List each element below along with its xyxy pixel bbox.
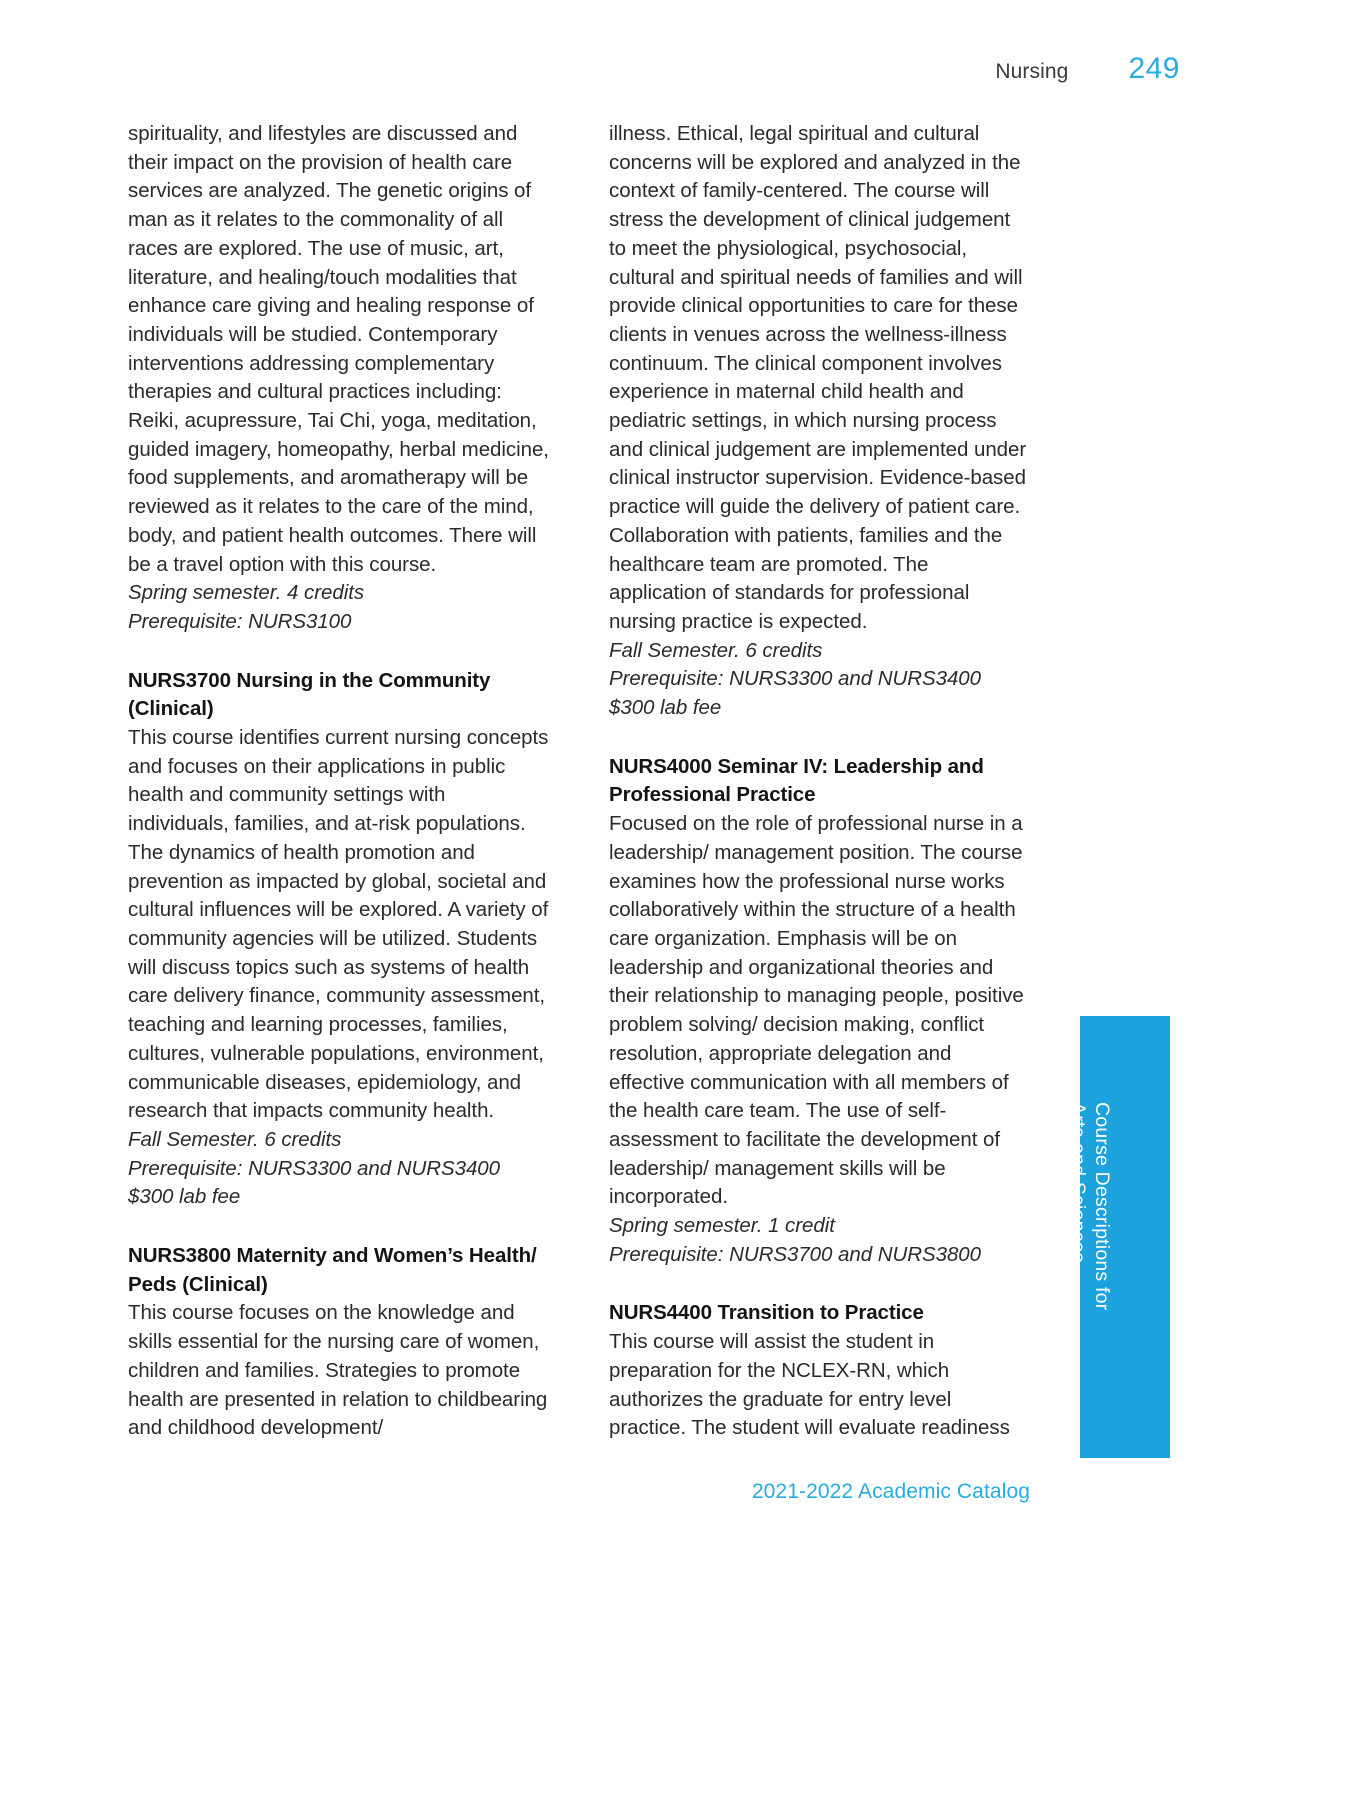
course-description: This course will assist the student in preparation for the NCLEX-RN, which authorizes the graduate for entry level practice. The student will evaluate readiness [609, 1330, 1010, 1440]
course-description: illness. Ethical, legal spiritual and cultural concerns will be explored and analyzed in the context of family-centered. The course will stress the development of clinical judgement to meet the physiological, psychosocial, cultural and spiritual needs of families and will provide clinical opportunities to care for these clients in venues across the wellness-illness continuum. The clinical component involves experience in maternal child health and pediatric settings, in which nursing process and clinical judgement are implemented under clinical instructor supervision. Evidence-based practice will guide the delivery of patient care. Collaboration with patients, families and the healthcare team are promoted. The application of standards for professional nursing practice is expected. [609, 122, 1027, 633]
course-meta-prerequisite: Prerequisite: NURS3700 and NURS3800 [609, 1242, 982, 1266]
course-description: spirituality, and lifestyles are discussed and their impact on the provision of health care services are analyzed. The genetic origins of man as it relates to the commonality of all races are explored. The use of music, art, literature, and healing/touch modalities that enhance care giving and healing response of individuals will be studied. Contemporary interventions addressing complementary therapies and cultural practices including: Reiki, acupressure, Tai Chi, yoga, meditation, guided imagery, homeopathy, herbal medicine, food supplements, and aromatherapy will be reviewed as it relates to the care of the mind, body, and patient health outcomes. There will be a travel option with this course. [128, 122, 549, 576]
course-meta-prerequisite: Prerequisite: NURS3100 [128, 609, 352, 633]
course-description: This course focuses on the knowledge and skills essential for the nursing care of women, children and families. Strategies to promote health are presented in relation to childbearing and childhood development/ [128, 1301, 548, 1440]
content-columns [128, 120, 1030, 1443]
right-column [609, 120, 1030, 1443]
course-title: NURS4400 Transition to Practice [609, 1301, 924, 1325]
course-meta-lab-fee: $300 lab fee [128, 1185, 241, 1209]
page-header [995, 52, 1180, 86]
course-meta-lab-fee: $300 lab fee [609, 696, 722, 720]
course-block-nurs3800 [128, 1242, 549, 1443]
side-tab-line-2: Arts and Sciences [1067, 1102, 1089, 1263]
left-column [128, 120, 549, 1443]
course-title: NURS4000 Seminar IV: Leadership and Professional Practice [609, 754, 984, 807]
course-block-nurs4400 [609, 1299, 1030, 1443]
course-description: This course identifies current nursing concepts and focuses on their applications in public health and community settings with individuals, families, and at-risk populations. The dynamics of health promotion and prevention as impacted by global, societal and cultural influences will be explored. A variety of community agencies will be utilized. Students will discuss topics such as systems of health care delivery finance, community assessment, teaching and learning processes, families, cultures, vulnerable populations, environment, communicable diseases, epidemiology, and research that impacts community health. [128, 726, 549, 1123]
course-title: NURS3800 Maternity and Women’s Health/ Peds (Clinical) [128, 1244, 537, 1296]
course-meta-prerequisite: Prerequisite: NURS3300 and NURS3400 [128, 1156, 501, 1180]
course-description: Focused on the role of professional nurse in a leadership/ management position. The course examines how the professional nurse works collaboratively within the structure of a health care organization. Emphasis will be on leadership and organizational theories and their relationship to managing people, positive problem solving/ decision making, conflict resolution, appropriate delegation and effective communication with all members of the health care team. The use of self-assessment to facilitate the development of leadership/ management skills will be incorporated. [609, 812, 1024, 1209]
course-title: NURS3700 Nursing in the Community (Clinical) [128, 668, 491, 721]
course-block-nurs3700 [128, 667, 549, 1212]
course-block-nurs4000 [609, 753, 1030, 1270]
header-section-title: Nursing [995, 60, 1069, 83]
course-meta-term-credits: Spring semester. 1 credit [609, 1214, 835, 1238]
catalog-footer: 2021-2022 Academic Catalog [751, 1480, 1030, 1503]
course-meta-prerequisite: Prerequisite: NURS3300 and NURS3400 [609, 667, 982, 691]
side-tab-line-1: Course Descriptions for [1091, 1102, 1113, 1311]
continued-course-block [128, 120, 549, 637]
continued-course-block [609, 120, 1030, 723]
course-meta-term-credits: Fall Semester. 6 credits [128, 1127, 342, 1151]
course-meta-term-credits: Fall Semester. 6 credits [609, 638, 823, 662]
section-side-tab [1067, 1016, 1170, 1458]
page-number: 249 [1128, 52, 1180, 85]
course-meta-term-credits: Spring semester. 4 credits [128, 581, 365, 605]
section-side-tab-label [1066, 1102, 1114, 1382]
